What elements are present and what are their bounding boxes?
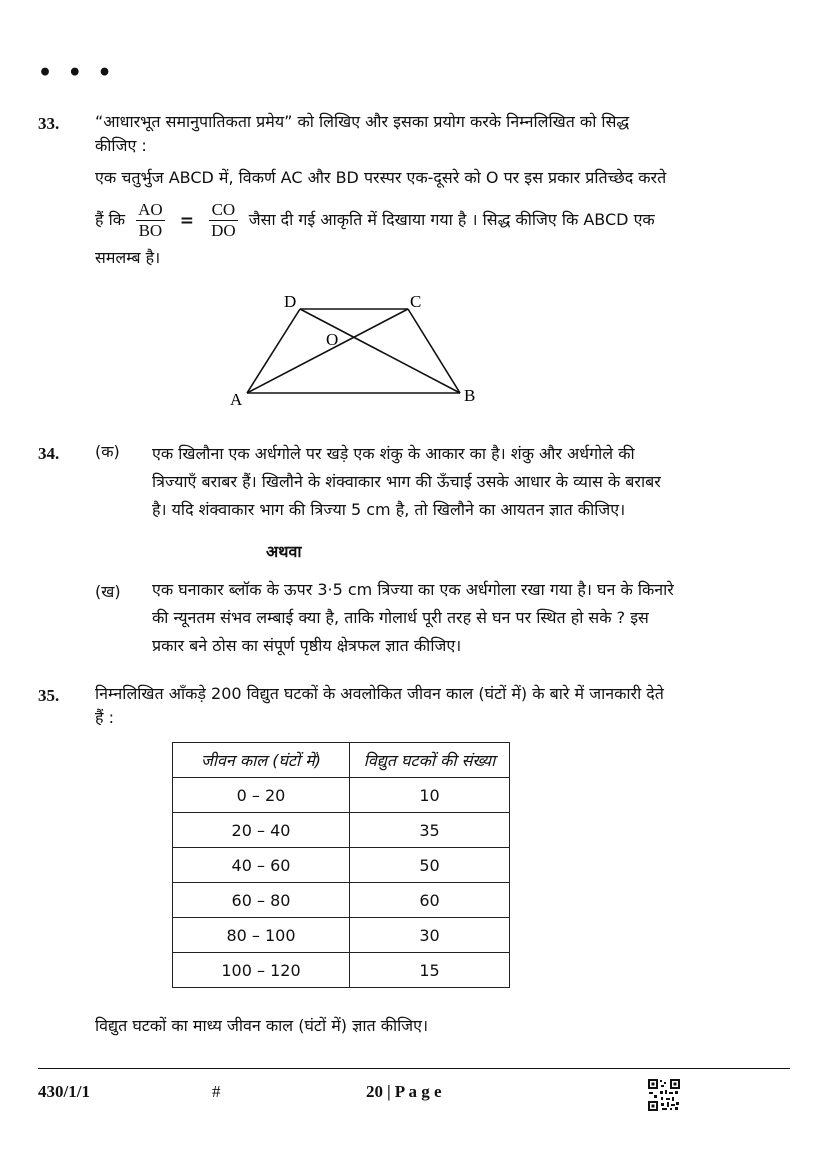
table-row: [173, 953, 510, 988]
q34a-line-3: है। यदि शंक्वाकार भाग की त्रिज्या 5 cm है, तो खिलौने का आयतन ज्ञात कीजिए।: [152, 500, 626, 519]
table-row: [173, 813, 510, 848]
table-row: [173, 883, 510, 918]
q34-part-a-label: (क): [95, 442, 120, 461]
table-cell-count: 35: [350, 813, 510, 848]
vertex-label-b: B: [464, 386, 476, 405]
table-cell-interval: 0 – 20: [173, 778, 350, 813]
vertex-label-c: C: [410, 292, 422, 311]
equals-sign: =: [179, 210, 195, 231]
vertex-label-d: D: [284, 292, 297, 311]
question-33-number: 33.: [38, 114, 60, 133]
q35-line-2: हैं :: [95, 708, 114, 727]
table-row: [173, 848, 510, 883]
footer-page-indicator: [366, 1082, 442, 1102]
footer-paper-code: 430/1/1: [38, 1082, 90, 1101]
q34b-line-1: एक घनाकार ब्लॉक के ऊपर 3·5 cm त्रिज्या का एक अर्धगोला रखा गया है। घन के किनारे: [152, 580, 674, 599]
question-35-text: [95, 682, 750, 730]
q34a-line-1: एक खिलौना एक अर्धगोले पर खड़े एक शंकु के आकार का है। शंकु और अर्धगोले की: [152, 444, 635, 463]
table-cell-interval: 60 – 80: [173, 883, 350, 918]
footer-page-word: P a g e: [394, 1082, 442, 1101]
q33-line-3: एक चतुर्भुज ABCD में, विकर्ण AC और BD परस्पर एक-दूसरे को O पर इस प्रकार प्रतिच्छेद करते: [95, 168, 667, 187]
question-33-text: [95, 110, 745, 190]
table-header-lifetime: जीवन काल (घंटों में): [173, 743, 350, 778]
table-cell-count: 60: [350, 883, 510, 918]
footer-page-separator: |: [387, 1082, 391, 1101]
fraction-co-do: [209, 200, 238, 241]
q34-part-a-text: [152, 440, 746, 524]
q34a-line-2: त्रिज्याएँ बराबर हैं। खिलौने के शंक्वाकार भाग की ऊँचाई उसके आधार के व्यास के बराबर: [152, 472, 661, 491]
diagonal-ac: [247, 309, 408, 393]
or-separator: अथवा: [266, 542, 302, 561]
question-34-number: 34.: [38, 444, 60, 463]
q35-closing-instruction: विद्युत घटकों का माध्य जीवन काल (घंटों में) ज्ञात कीजिए।: [95, 1016, 429, 1035]
lifetime-data-table: [172, 742, 510, 988]
vertex-label-a: A: [230, 390, 243, 409]
table-cell-count: 15: [350, 953, 510, 988]
q34b-line-2: की न्यूनतम संभव लम्बाई क्या है, ताकि गोलार्ध पूरी तरह से घन पर स्थित हो सके ? इस: [152, 608, 649, 627]
fraction-2-numerator: CO: [209, 200, 238, 221]
q34b-line-3: प्रकार बने ठोस का संपूर्ण पृष्ठीय क्षेत्रफल ज्ञात कीजिए।: [152, 636, 462, 655]
table-cell-count: 30: [350, 918, 510, 953]
table-row: [173, 778, 510, 813]
intersection-label-o: O: [326, 330, 339, 349]
table-header-count: विद्युत घटकों की संख्या: [350, 743, 510, 778]
question-35-number: 35.: [38, 686, 60, 705]
page-continuation-marker: • • •: [38, 60, 116, 86]
table-cell-interval: 100 – 120: [173, 953, 350, 988]
fraction-1-numerator: AO: [138, 200, 163, 219]
table-cell-interval: 40 – 60: [173, 848, 350, 883]
fraction-ao-bo: [136, 200, 165, 241]
q33-line-4: [95, 200, 755, 241]
table-cell-count: 10: [350, 778, 510, 813]
table-cell-count: 50: [350, 848, 510, 883]
q34-part-b-label: (ख): [95, 582, 121, 601]
fraction-1-denominator: BO: [138, 221, 163, 240]
footer-page-number: 20: [366, 1082, 383, 1101]
q35-line-1: निम्नलिखित आँकड़े 200 विद्युत घटकों के अवलोकित जीवन काल (घंटों में) के बारे में जानकारी देते: [95, 684, 664, 703]
diagonal-bd: [300, 309, 460, 393]
q33-line4-prefix: हैं कि: [95, 210, 126, 229]
q33-line-5: समलम्ब है।: [95, 248, 161, 267]
footer-hash: #: [212, 1082, 221, 1101]
q33-line-1: “आधारभूत समानुपातिकता प्रमेय” को लिखिए और इसका प्रयोग करके निम्नलिखित को सिद्ध: [95, 112, 630, 131]
q34-part-b-text: [152, 576, 746, 660]
side-ad: [247, 309, 300, 393]
table-row: [173, 918, 510, 953]
qr-code-icon: [648, 1079, 680, 1111]
table-cell-interval: 80 – 100: [173, 918, 350, 953]
side-bc: [408, 309, 460, 393]
footer-divider: [38, 1068, 790, 1069]
q33-line4-suffix: जैसा दी गई आकृति में दिखाया गया है । सिद्ध कीजिए कि ABCD एक: [248, 210, 655, 229]
table-cell-interval: 20 – 40: [173, 813, 350, 848]
table-header-row: [173, 743, 510, 778]
q33-line-2: कीजिए :: [95, 136, 147, 155]
trapezium-abcd-figure: [220, 285, 490, 410]
fraction-2-denominator: DO: [211, 221, 236, 240]
